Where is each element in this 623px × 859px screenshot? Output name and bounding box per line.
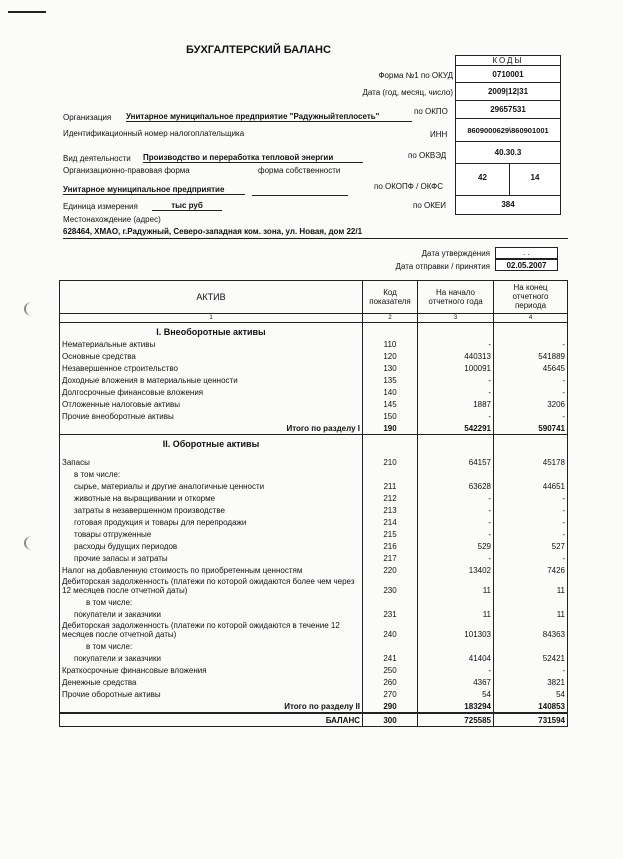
row-start-value: 440313 — [418, 350, 494, 362]
row-end-value — [494, 435, 567, 450]
row-end-value: 44651 — [542, 482, 565, 491]
page-title: БУХГАЛТЕРСКИЙ БАЛАНС — [186, 44, 331, 56]
row-name: Прочие внеоборотные активы — [62, 412, 174, 421]
row-end-value: - — [562, 376, 565, 385]
row-end-value: 54 — [556, 690, 565, 699]
row-name: Доходные вложения в материальные ценности — [62, 376, 238, 385]
okpo-value: 29657531 — [456, 101, 560, 119]
table-row — [60, 480, 567, 492]
row-start-value: 64157 — [418, 450, 494, 468]
row-name: БАЛАНС — [325, 716, 360, 725]
row-start-value: 100091 — [418, 362, 494, 374]
row-name: Отложенные налоговые активы — [62, 400, 180, 409]
sent-value: 02.05.2007 — [495, 259, 558, 271]
table-row — [60, 362, 567, 374]
row-start-value: - — [418, 664, 494, 676]
row-start-value: 4367 — [418, 676, 494, 688]
okei-value: 384 — [501, 200, 515, 209]
row-name: покупатели и заказчики — [74, 610, 161, 619]
row-end-value — [494, 596, 567, 608]
row-start-value: - — [418, 374, 494, 386]
row-end-value: 731594 — [538, 716, 565, 725]
row-start-value: 725585 — [418, 714, 494, 726]
row-code: 120 — [362, 350, 418, 362]
row-code: 140 — [362, 386, 418, 398]
row-start-value — [418, 640, 494, 652]
table-row — [60, 338, 567, 350]
total-row — [60, 713, 567, 726]
row-start-value: - — [418, 552, 494, 564]
okpo-label: по ОКПО — [414, 107, 448, 116]
row-name: Незавершенное строительство — [62, 364, 178, 373]
row-start-value: - — [418, 528, 494, 540]
table-row — [60, 492, 567, 504]
row-start-value: - — [418, 504, 494, 516]
num-4: 4 — [528, 314, 533, 321]
codes-box — [455, 55, 561, 215]
row-code: 130 — [362, 362, 418, 374]
row-start-value — [418, 596, 494, 608]
row-name: Дебиторская задолженность (платежи по которой ожидаются более чем через 12 месяцев после отчетной даты) — [62, 577, 355, 595]
ownership-label: форма собственности — [258, 166, 341, 175]
row-name: животные на выращивании и откорме — [74, 494, 216, 503]
row-name: покупатели и заказчики — [74, 654, 161, 663]
row-code: 241 — [362, 652, 418, 664]
okved-label: по ОКВЭД — [408, 151, 447, 160]
inn-label-left: Идентификационный номер налогоплательщика — [63, 129, 245, 138]
row-start-value — [418, 323, 494, 338]
header-start: На начало отчетного года — [418, 281, 494, 313]
table-numbers-row — [60, 314, 567, 323]
row-start-value: - — [418, 410, 494, 422]
balance-table — [59, 280, 568, 727]
num-3: 3 — [418, 314, 494, 322]
row-end-value: - — [562, 412, 565, 421]
row-name: в том числе: — [74, 470, 121, 479]
row-end-value: 52421 — [542, 654, 565, 663]
okopf-label: по ОКОПФ / ОКФС — [374, 182, 443, 191]
approval-label: Дата утверждения — [421, 249, 490, 258]
row-name: Долгосрочные финансовые вложения — [62, 388, 204, 397]
row-code: 260 — [362, 676, 418, 688]
row-end-value: 45178 — [542, 458, 565, 467]
okopf-value: 42 — [456, 164, 510, 195]
row-end-value — [494, 323, 567, 338]
row-code: 135 — [362, 374, 418, 386]
row-code: 270 — [362, 688, 418, 700]
row-end-value: - — [562, 494, 565, 503]
sent-label: Дата отправки / принятия — [395, 262, 490, 271]
row-start-value: 529 — [418, 540, 494, 552]
num-1: 1 — [209, 314, 213, 321]
row-code: 214 — [362, 516, 418, 528]
punch-hole-mark — [24, 536, 40, 550]
row-end-value: - — [562, 518, 565, 527]
okfs-value: 14 — [530, 173, 540, 182]
table-row — [60, 676, 567, 688]
row-start-value: 11 — [418, 576, 494, 596]
row-start-value — [418, 468, 494, 480]
row-start-value: 13402 — [418, 564, 494, 576]
row-name: затраты в незавершенном производстве — [74, 506, 225, 515]
location-label: Местонахождение (адрес) — [63, 215, 161, 224]
row-end-value: 3821 — [547, 678, 565, 687]
row-code: 212 — [362, 492, 418, 504]
row-code: 300 — [362, 714, 418, 726]
row-name: готовая продукция и товары для перепродажи — [74, 518, 247, 527]
row-end-value — [494, 468, 567, 480]
activity-label: Вид деятельности — [63, 154, 131, 163]
row-code: 250 — [362, 664, 418, 676]
row-start-value: 54 — [418, 688, 494, 700]
table-row — [60, 596, 567, 608]
table-row — [60, 540, 567, 552]
row-start-value: 183294 — [418, 700, 494, 712]
row-code: 240 — [362, 620, 418, 640]
header-end: На конец отчетного периода — [512, 283, 549, 310]
row-code — [362, 435, 418, 450]
table-row — [60, 528, 567, 540]
row-start-value: 63628 — [418, 480, 494, 492]
okopf-okfs-row — [456, 164, 560, 196]
header-aktiv: АКТИВ — [196, 291, 226, 302]
total-row — [60, 700, 567, 713]
row-start-value — [418, 435, 494, 450]
row-name: Налог на добавленную стоимость по приобретенным ценностям — [62, 566, 303, 575]
row-start-value: 41404 — [418, 652, 494, 664]
table-row — [60, 350, 567, 362]
table-row — [60, 688, 567, 700]
row-code: 230 — [362, 576, 418, 596]
row-name: Нематериальные активы — [62, 340, 156, 349]
okved-value: 40.30.3 — [456, 142, 560, 164]
table-row — [60, 640, 567, 652]
row-code — [362, 596, 418, 608]
inn-value: 8609000629\860901001 — [456, 119, 560, 142]
table-row — [60, 608, 567, 620]
row-end-value: 45645 — [542, 364, 565, 373]
table-row — [60, 468, 567, 480]
row-name: товары отгруженные — [74, 530, 152, 539]
row-name: Основные средства — [62, 352, 136, 361]
approval-value: . . — [495, 247, 558, 259]
row-name: Денежные средства — [62, 678, 137, 687]
row-end-value: - — [562, 530, 565, 539]
row-name: сырье, материалы и другие аналогичные ценности — [74, 482, 265, 491]
row-name: Итого по разделу II — [284, 702, 360, 711]
row-end-value: 590741 — [538, 424, 565, 433]
row-end-value: 541889 — [538, 352, 565, 361]
table-row — [60, 552, 567, 564]
row-end-value — [494, 640, 567, 652]
row-code: 110 — [362, 338, 418, 350]
header-code: Код показателя — [362, 281, 418, 313]
unit-label: Единица измерения — [63, 202, 138, 211]
org-name: Унитарное муниципальное предприятие "Радужныйтеплосеть" — [126, 112, 412, 122]
row-start-value: - — [418, 338, 494, 350]
table-row — [60, 664, 567, 676]
table-row — [60, 374, 567, 386]
row-start-value: - — [418, 386, 494, 398]
table-row — [60, 398, 567, 410]
row-name: II. Оборотные активы — [162, 439, 260, 449]
row-end-value: 84363 — [542, 630, 565, 639]
row-end-value: - — [562, 506, 565, 515]
total-row — [60, 422, 567, 435]
num-2: 2 — [362, 314, 418, 322]
row-code: 210 — [362, 450, 418, 468]
row-name: прочие запасы и затраты — [74, 554, 168, 563]
row-end-value: 11 — [556, 586, 565, 595]
table-row — [60, 516, 567, 528]
row-end-value: 11 — [556, 610, 565, 619]
section-row — [60, 323, 567, 338]
row-code: 145 — [362, 398, 418, 410]
inn-label: ИНН — [430, 130, 448, 139]
row-end-value: - — [562, 666, 565, 675]
row-name: в том числе: — [86, 598, 133, 607]
table-row — [60, 504, 567, 516]
row-end-value: 3206 — [547, 400, 565, 409]
table-body — [60, 323, 567, 726]
row-code: 216 — [362, 540, 418, 552]
row-end-value: 527 — [551, 542, 565, 551]
table-row — [60, 450, 567, 468]
row-end-value: 140853 — [538, 702, 565, 711]
table-row — [60, 576, 567, 596]
row-end-value: - — [562, 340, 565, 349]
unit-value: тыс руб — [152, 201, 222, 211]
legal-form-value: Унитарное муниципальное предприятие — [63, 185, 245, 195]
form-label: Форма №1 по ОКУД — [378, 71, 453, 80]
activity-value: Производство и переработка тепловой энергии — [143, 153, 363, 163]
row-start-value: 11 — [418, 608, 494, 620]
corner-mark — [8, 11, 46, 13]
row-code — [362, 468, 418, 480]
ownership-line — [252, 195, 348, 196]
section-row — [60, 435, 567, 450]
location-value: 628464, ХМАО, г.Радужный, Северо-западная ком. зона, ул. Новая, дом 22/1 — [63, 227, 363, 236]
date-label: Дата (год, месяц, число) — [362, 88, 453, 97]
row-code — [362, 640, 418, 652]
row-start-value: 1887 — [418, 398, 494, 410]
location-line — [63, 238, 568, 239]
row-code: 211 — [362, 480, 418, 492]
row-name: Запасы — [62, 458, 90, 467]
row-code: 213 — [362, 504, 418, 516]
table-row — [60, 564, 567, 576]
row-code: 150 — [362, 410, 418, 422]
okei-label: по ОКЕИ — [413, 201, 446, 210]
table-row — [60, 620, 567, 640]
date-value: 2009|12|31 — [456, 83, 560, 101]
row-name: в том числе: — [86, 642, 133, 651]
table-row — [60, 386, 567, 398]
row-code: 220 — [362, 564, 418, 576]
table-header-row — [60, 281, 567, 314]
row-code — [362, 323, 418, 338]
punch-hole-mark — [24, 302, 40, 316]
row-end-value: - — [562, 554, 565, 563]
row-name: Прочие оборотные активы — [62, 690, 161, 699]
row-code: 215 — [362, 528, 418, 540]
row-start-value: - — [418, 492, 494, 504]
row-name: Дебиторская задолженность (платежи по которой ожидаются в течение 12 месяцев после отчетной даты) — [62, 621, 340, 639]
table-row — [60, 652, 567, 664]
row-name: I. Внеоборотные активы — [156, 327, 266, 337]
row-start-value: 101303 — [418, 620, 494, 640]
row-code: 231 — [362, 608, 418, 620]
row-name: Итого по разделу I — [286, 424, 360, 433]
row-code: 190 — [362, 422, 418, 434]
row-start-value: - — [418, 516, 494, 528]
codes-header: КОДЫ — [456, 56, 560, 66]
table-row — [60, 410, 567, 422]
row-start-value: 542291 — [418, 422, 494, 434]
row-end-value: - — [562, 388, 565, 397]
org-label: Организация — [63, 113, 112, 122]
row-code: 290 — [362, 700, 418, 712]
row-code: 217 — [362, 552, 418, 564]
form-code: 0710001 — [456, 66, 560, 83]
row-end-value: 7426 — [547, 566, 565, 575]
legal-form-label: Организационно-правовая форма — [63, 166, 190, 175]
row-name: расходы будущих периодов — [74, 542, 178, 551]
row-name: Краткосрочные финансовые вложения — [62, 666, 207, 675]
